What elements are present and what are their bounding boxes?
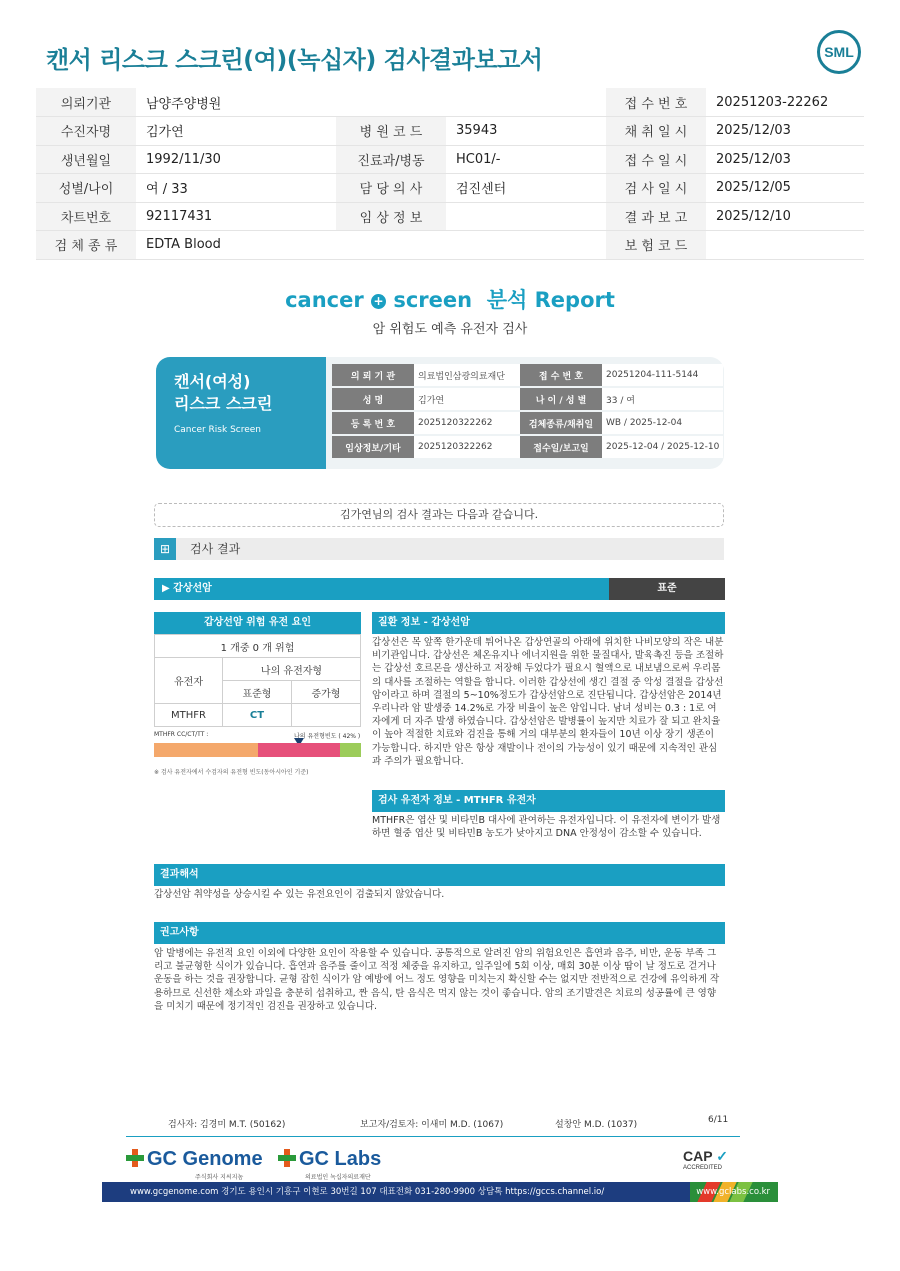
freq-mine-label: 나의 유전형빈도 ( 42% ) — [294, 733, 361, 740]
card-label: 접 수 번 호 — [520, 364, 602, 386]
cancer-type-label: ▶ 갑상선암 — [154, 578, 609, 600]
info-label: 접 수 번 호 — [606, 88, 706, 117]
info-label: 검 체 종 류 — [36, 231, 136, 260]
card-value: 33 / 여 — [602, 388, 723, 410]
gc-genome-text: GC Genome — [147, 1148, 263, 1170]
card-label: 검체종류/채취일 — [520, 412, 602, 434]
freq-segment — [154, 743, 258, 757]
info-label: 의뢰기관 — [36, 88, 136, 117]
signer-1: 검사자: 김경미 M.T. (50162) — [168, 1120, 286, 1130]
section-title: 검사 결과 — [190, 542, 241, 556]
freq-label: MTHFR CC/CT/TT : — [154, 731, 209, 738]
card-label: 의 뢰 기 관 — [332, 364, 414, 386]
interpretation-text: 갑상선암 취약성을 상승시킬 수 있는 유전요인이 검출되지 않았습니다. — [154, 889, 445, 900]
gc-labs-sub: 의료법인 녹십자의료재단 — [305, 1174, 371, 1181]
report-title: 캔서 리스크 스크린(여)(녹십자) 검사결과보고서 — [46, 46, 543, 74]
info-value: 김가연 — [136, 117, 336, 146]
signer-2: 보고자/검토자: 이새미 M.D. (1067) — [360, 1120, 504, 1130]
cap-sub: ACCREDITED — [683, 1165, 723, 1171]
recommendation-text: 암 발병에는 유전적 요인 이외에 다양한 요인이 작용할 수 있습니다. 공통적으로 알려진 암의 위험요인은 흡연과 음주, 비만, 운동 부족 그리고 불균형한 식이가 있습니다. 흡연과 음주를 줄이고 적정 체중을 유지하고, 일주일에 5회 이상, 매회 30분 이상 땀이 날 정도로 걷거나 운동을 하는 것을 권장합니다. 균형 잡힌 식이가 암 예방에 어느 정도 영향을 미치는지 확신할 수는 없지만 전반적으로 건강에 유익하게 작용하므로 신선한 채소와 과일을 충분히 섭취하고, 짠 음식, 탄 음식은 먹지 않는 것이 좋습니다. 암의 조기발견은 치료의 성공률에 큰 영향을 미치기 때문에 정기적인 검진을 권장하고 있습니다. — [154, 948, 720, 1012]
page-number: 6/11 — [708, 1115, 729, 1125]
report-subtitle: 암 위험도 예측 유전자 검사 — [372, 322, 528, 337]
card-row — [332, 436, 723, 458]
info-value: 1992/11/30 — [136, 145, 336, 174]
info-label: 병 원 코 드 — [336, 117, 446, 146]
disease-info-head: 질환 정보 - 갑상선암 — [372, 612, 725, 634]
info-label — [336, 231, 446, 260]
gene-info-text: MTHFR은 엽산 및 비타민B 대사에 관여하는 유전자입니다. 이 유전자에 변이가 발생하면 혈중 엽산 및 비타민B 농도가 낮아지고 DNA 안정성이 감소할 수 있습니다. — [372, 815, 721, 840]
info-value: HC01/- — [446, 145, 606, 174]
card-label: 나 이 / 성 별 — [520, 388, 602, 410]
risk-status-badge: 표준 — [609, 578, 725, 600]
logo-report-text: 분석 Report — [486, 288, 615, 312]
col-std: 표준형 — [223, 681, 292, 704]
info-label: 성별/나이 — [36, 174, 136, 203]
card-info-table — [332, 362, 723, 460]
info-value — [446, 202, 606, 231]
card-row — [332, 364, 723, 386]
patient-card — [156, 357, 724, 469]
interpretation-head: 결과해석 — [154, 864, 725, 886]
info-value: 2025/12/10 — [706, 202, 864, 231]
info-row — [36, 202, 864, 231]
info-label: 결 과 보 고 — [606, 202, 706, 231]
card-value: 2025-12-04 / 2025-12-10 — [602, 436, 723, 458]
gene-summary: 1 개중 0 개 위험 — [155, 635, 361, 658]
cap-text: CAP — [683, 1148, 713, 1164]
info-row — [36, 88, 864, 117]
gc-labs-logo — [278, 1148, 381, 1171]
info-value: 2025/12/05 — [706, 174, 864, 203]
col-inc: 증가형 — [291, 681, 360, 704]
info-label: 차트번호 — [36, 202, 136, 231]
check-icon: ✓ — [716, 1148, 728, 1164]
info-label: 생년월일 — [36, 145, 136, 174]
card-value: 의료법인삼광의료재단 — [414, 364, 520, 386]
info-label: 접 수 일 시 — [606, 145, 706, 174]
card-value: 20251204-111-5144 — [602, 364, 723, 386]
info-value: 남양주양병원 — [136, 88, 336, 117]
info-row — [36, 231, 864, 260]
info-label: 채 취 일 시 — [606, 117, 706, 146]
info-row — [36, 174, 864, 203]
info-label: 담 당 의 사 — [336, 174, 446, 203]
freq-bar — [154, 743, 361, 757]
genotype-inc — [291, 704, 360, 727]
info-value: 여 / 33 — [136, 174, 336, 203]
cancer-screen-logo — [0, 284, 900, 314]
cap-logo — [683, 1148, 728, 1171]
info-value — [446, 88, 606, 117]
info-label: 임 상 정 보 — [336, 202, 446, 231]
footer-divider — [126, 1136, 740, 1137]
gene-info-head: 검사 유전자 정보 - MTHFR 유전자 — [372, 790, 725, 812]
result-icon: ⊞ — [154, 538, 176, 560]
result-sentence: 김가연님의 검사 결과는 다음과 같습니다. — [154, 503, 724, 527]
card-title-2: 리스크 스크린 — [174, 394, 273, 413]
card-title-1: 캔서(여성) — [174, 372, 251, 391]
logo-plus-icon: + — [371, 294, 386, 309]
info-value — [446, 231, 606, 260]
patient-info-table — [36, 88, 864, 260]
logo-cancer-text: cancer — [285, 288, 364, 312]
card-row — [332, 412, 723, 434]
card-title-en: Cancer Risk Screen — [174, 425, 262, 435]
card-title-panel — [156, 357, 326, 469]
info-label: 수진자명 — [36, 117, 136, 146]
freq-segment — [340, 743, 361, 757]
card-row — [332, 388, 723, 410]
col-mine: 나의 유전자형 — [223, 658, 361, 681]
card-value: 2025120322262 — [414, 436, 520, 458]
card-label: 접수일/보고일 — [520, 436, 602, 458]
freq-note: ※ 검사 유전자에서 수검자의 유전형 빈도(동아시아인 기준) — [154, 769, 309, 776]
card-label: 성 명 — [332, 388, 414, 410]
logo-screen-text: screen — [393, 288, 473, 312]
gc-genome-sub: 주식회사 지씨지놈 — [195, 1174, 244, 1181]
section-header — [154, 538, 724, 560]
footer-web-gclabs: www.gclabs.co.kr — [696, 1187, 770, 1197]
info-label — [336, 88, 446, 117]
card-value: 김가연 — [414, 388, 520, 410]
card-value: 2025120322262 — [414, 412, 520, 434]
info-value: 35943 — [446, 117, 606, 146]
info-value: EDTA Blood — [136, 231, 336, 260]
sml-logo: SML — [817, 30, 861, 74]
info-row — [36, 117, 864, 146]
info-value: 20251203-22262 — [706, 88, 864, 117]
card-value: WB / 2025-12-04 — [602, 412, 723, 434]
gene-table-head: 갑상선암 위험 유전 요인 — [154, 612, 361, 634]
gc-plus-icon — [278, 1149, 296, 1167]
info-label: 진료과/병동 — [336, 145, 446, 174]
info-label: 검 사 일 시 — [606, 174, 706, 203]
gene-table — [154, 634, 361, 727]
gc-genome-logo — [126, 1148, 263, 1171]
gene-name: MTHFR — [155, 704, 223, 727]
info-value: 2025/12/03 — [706, 117, 864, 146]
signer-3: 설창안 M.D. (1037) — [555, 1120, 638, 1130]
footer-bar — [102, 1182, 778, 1202]
info-value: 92117431 — [136, 202, 336, 231]
col-gene: 유전자 — [155, 658, 223, 704]
freq-segment — [258, 743, 341, 757]
gc-labs-text: GC Labs — [299, 1148, 382, 1170]
footer-contact: www.gcgenome.com 경기도 용인시 기흥구 이현로 30번길 107 대표전화 031-280-9900 상담톡 https://gccs.channel.io/ — [130, 1187, 605, 1197]
card-label: 임상정보/기타 — [332, 436, 414, 458]
recommendation-head: 권고사항 — [154, 922, 725, 944]
genotype-std: CT — [223, 704, 292, 727]
disease-info-text: 갑상선은 목 앞쪽 한가운데 튀어나온 갑상연골의 아래에 위치한 나비모양의 작은 내분비기관입니다. 갑상선은 체온유지나 에너지원을 위한 물질대사, 발육촉진 등을 조절하는 갑상선 호르몬을 생산하고 저장해 두었다가 필요시 혈액으로 내보냄으로써 우리몸의 대사를 조절하는 역할을 합니다. 이러한 갑상선에 생긴 결절 중 악성 결절을 갑상선암이라고 하며 결절의 5~10%정도가 갑상선암으로 진단됩니다. 갑상선암은 2014년 우리나라 암 발생중 14.2%로 가장 비율이 높은 암입니다. 남녀 성비는 0.3 : 1로 여자에게 더 자주 발생 하였습니다. 갑상선암은 발병률이 높지만 치료가 잘 되고 완치율이 높아 적절한 치료와 검진을 통해 거의 대부분의 환자들이 10년 이상 장기 생존이 가능합니다. 하지만 암은 항상 재발이나 전이의 가능성이 있기 때문에 지속적인 관심과 주의가 필요합니다. — [372, 637, 724, 767]
cancer-type-bar — [154, 578, 725, 600]
card-label: 등 록 번 호 — [332, 412, 414, 434]
gc-plus-icon — [126, 1149, 144, 1167]
info-value: 검진센터 — [446, 174, 606, 203]
info-row — [36, 145, 864, 174]
info-label: 보 험 코 드 — [606, 231, 706, 260]
info-value — [706, 231, 864, 260]
info-value: 2025/12/03 — [706, 145, 864, 174]
